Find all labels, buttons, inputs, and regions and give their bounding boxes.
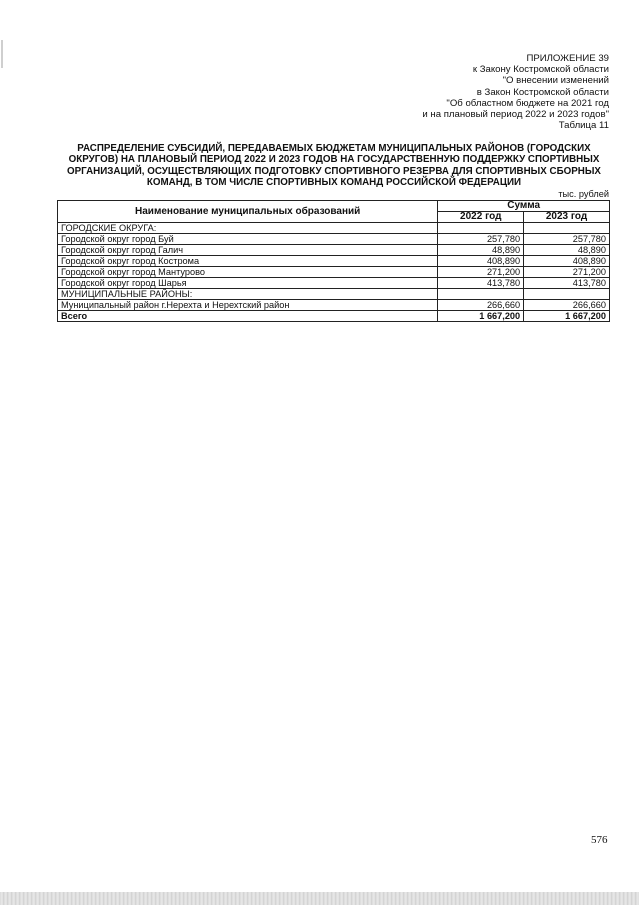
table-row xyxy=(58,289,610,300)
appendix-header xyxy=(309,53,609,131)
column-header-sum: Сумма xyxy=(438,201,610,212)
page-number: 576 xyxy=(591,834,608,846)
header-line: "О внесении изменений xyxy=(502,75,609,87)
title-line: ОКРУГОВ) НА ПЛАНОВЫЙ ПЕРИОД 2022 И 2023 ГОДОВ НА ГОСУДАРСТВЕННУЮ ПОДДЕРЖКУ СПОРТИВНЫХ xyxy=(68,154,600,166)
column-header-2022: 2022 год xyxy=(438,212,524,223)
row-name: Городской округ город Кострома xyxy=(58,256,438,267)
table-total-row xyxy=(58,311,610,322)
title-line: РАСПРЕДЕЛЕНИЕ СУБСИДИЙ, ПЕРЕДАВАЕМЫХ БЮДЖЕТАМ МУНИЦИПАЛЬНЫХ РАЙОНОВ (ГОРОДСКИХ xyxy=(77,143,591,154)
header-line: ПРИЛОЖЕНИЕ 39 xyxy=(526,53,609,64)
header-line: к Закону Костромской области xyxy=(472,64,609,76)
row-value-2022: 271,200 xyxy=(438,267,524,278)
row-name: Городской округ город Шарья xyxy=(58,278,438,289)
total-label: Всего xyxy=(58,311,438,322)
row-value-2022: 266,660 xyxy=(438,300,524,311)
units-label: тыс. рублей xyxy=(558,189,609,199)
row-value-2023: 266,660 xyxy=(524,300,610,311)
row-value-2022: 48,890 xyxy=(438,245,524,256)
title-line: ОРГАНИЗАЦИЙ, ОСУЩЕСТВЛЯЮЩИХ ПОДГОТОВКУ СПОРТИВНОГО РЕЗЕРВА ДЛЯ СПОРТИВНЫХ СБОРНЫХ xyxy=(67,165,601,177)
row-name: Муниципальный район г.Нерехта и Нерехтский район xyxy=(58,300,438,311)
row-value-2022 xyxy=(438,223,524,234)
title-line: КОМАНД, В ТОМ ЧИСЛЕ СПОРТИВНЫХ КОМАНД РОССИЙСКОЙ ФЕДЕРАЦИИ xyxy=(146,177,522,189)
table-row xyxy=(58,234,610,245)
total-value-2023: 1 667,200 xyxy=(524,311,610,322)
subsidies-table xyxy=(57,200,610,322)
scan-margin-mark xyxy=(1,40,3,68)
table-row xyxy=(58,278,610,289)
table-row xyxy=(58,256,610,267)
column-header-2023: 2023 год xyxy=(524,212,610,223)
total-value-2022: 1 667,200 xyxy=(438,311,524,322)
header-line: "Об областном бюджете на 2021 год xyxy=(446,97,609,109)
row-value-2023 xyxy=(524,289,610,300)
row-name: Городской округ город Мантурово xyxy=(58,267,438,278)
header-line: и на плановый период 2022 и 2023 годов" xyxy=(422,109,609,121)
row-value-2022: 413,780 xyxy=(438,278,524,289)
row-name: Городской округ город Галич xyxy=(58,245,438,256)
table-row xyxy=(58,223,610,234)
row-value-2022 xyxy=(438,289,524,300)
row-value-2023: 413,780 xyxy=(524,278,610,289)
row-value-2023: 257,780 xyxy=(524,234,610,245)
row-name: МУНИЦИПАЛЬНЫЕ РАЙОНЫ: xyxy=(58,289,438,300)
table-number: Таблица 11 xyxy=(558,120,609,132)
header-line: в Закон Костромской области xyxy=(476,86,609,98)
table-row xyxy=(58,300,610,311)
row-value-2022: 408,890 xyxy=(438,256,524,267)
table-row xyxy=(58,267,610,278)
scan-bottom-edge xyxy=(0,892,639,905)
row-value-2022: 257,780 xyxy=(438,234,524,245)
document-title xyxy=(60,143,608,189)
row-name: Городской округ город Буй xyxy=(58,234,438,245)
column-header-name: Наименование муниципальных образований xyxy=(58,201,438,223)
table-row xyxy=(58,245,610,256)
row-value-2023: 48,890 xyxy=(524,245,610,256)
row-value-2023: 271,200 xyxy=(524,267,610,278)
row-value-2023: 408,890 xyxy=(524,256,610,267)
row-name: ГОРОДСКИЕ ОКРУГА: xyxy=(58,223,438,234)
row-value-2023 xyxy=(524,223,610,234)
